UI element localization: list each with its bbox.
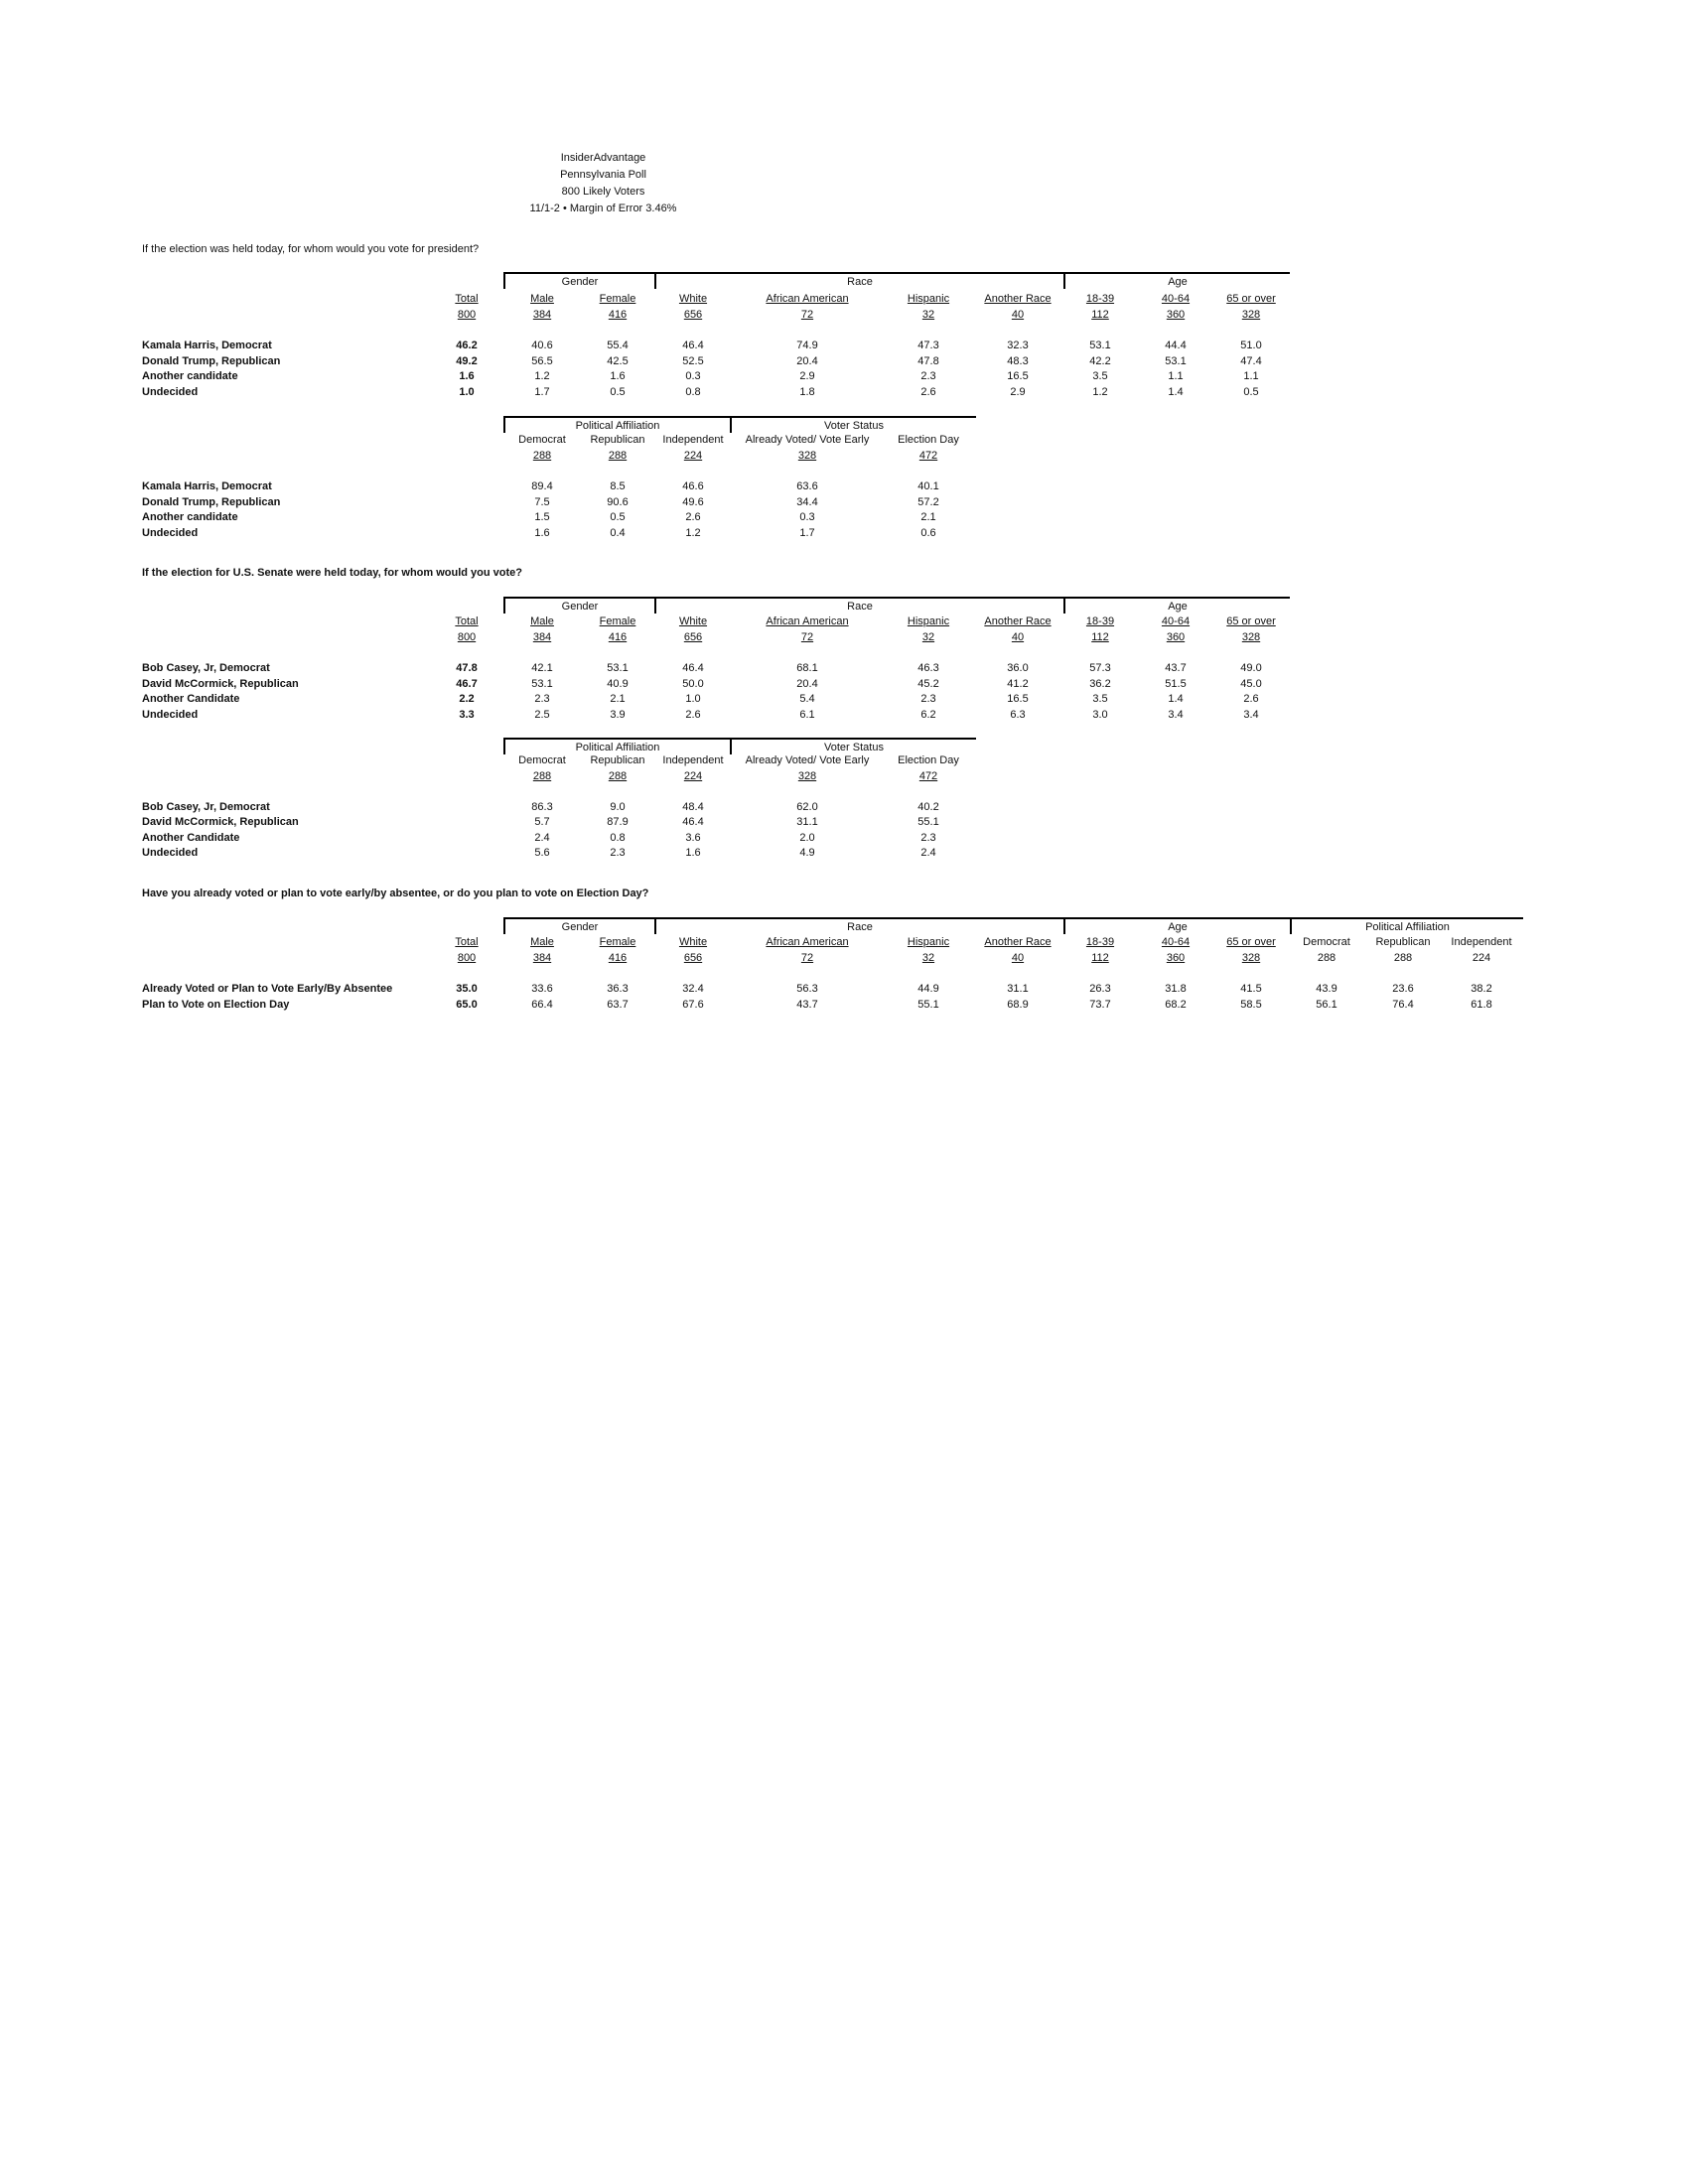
- column-label: Hispanic: [907, 936, 950, 948]
- poll-dates-margin: 11/1-2 • Margin of Error 3.46%: [529, 203, 677, 214]
- group-header: Age: [1063, 272, 1290, 289]
- column-n: 416: [608, 631, 628, 643]
- poll-name: Pennsylvania Poll: [560, 169, 646, 181]
- cell-value: 0.4: [610, 527, 626, 539]
- row-label: Another candidate: [142, 511, 238, 523]
- cell-value: 5.4: [799, 693, 815, 705]
- column-n: 360: [1166, 952, 1186, 964]
- cell-value: 46.4: [682, 662, 704, 674]
- column-n: 416: [608, 309, 628, 321]
- group-header: Gender: [503, 272, 654, 289]
- column-label: Hispanic: [907, 615, 950, 627]
- cell-value: 2.5: [534, 709, 550, 721]
- column-label: Male: [530, 293, 554, 305]
- column-label: African American: [766, 615, 849, 627]
- cell-value: 2.6: [685, 709, 701, 721]
- cell-value: 53.1: [1165, 355, 1187, 367]
- cell-value: 62.0: [796, 801, 818, 813]
- cell-value: 51.5: [1165, 678, 1187, 690]
- column-n: 32: [921, 309, 935, 321]
- cell-value: 20.4: [796, 678, 818, 690]
- cell-value: 0.6: [920, 527, 936, 539]
- group-header: Political Affiliation: [503, 416, 730, 433]
- row-label: Another candidate: [142, 370, 238, 382]
- cell-value: 36.0: [1007, 662, 1029, 674]
- cell-value: 0.5: [610, 386, 626, 398]
- cell-value: 33.6: [531, 983, 553, 995]
- cell-value: 5.7: [534, 816, 550, 828]
- cell-value: 68.2: [1165, 999, 1187, 1011]
- group-header: Gender: [503, 597, 654, 614]
- column-n: 656: [683, 309, 703, 321]
- cell-value: 16.5: [1007, 370, 1029, 382]
- column-label: 65 or over: [1226, 615, 1276, 627]
- cell-value: 1.7: [534, 386, 550, 398]
- cell-value: 63.7: [607, 999, 629, 1011]
- column-n: 40: [1011, 631, 1025, 643]
- cell-value: 55.4: [607, 340, 629, 351]
- cell-value: 36.3: [607, 983, 629, 995]
- cell-value: 90.6: [607, 496, 629, 508]
- group-header: Race: [654, 917, 1063, 934]
- cell-value: 40.9: [607, 678, 629, 690]
- column-n: 800: [457, 952, 477, 964]
- cell-value: 1.6: [534, 527, 550, 539]
- column-n: 384: [532, 952, 552, 964]
- column-label: Total: [455, 293, 479, 305]
- column-label: African American: [766, 936, 849, 948]
- column-label: Democrat: [518, 434, 566, 446]
- cell-value: 55.1: [917, 999, 939, 1011]
- column-label: 18-39: [1085, 293, 1115, 305]
- cell-value: 2.6: [1243, 693, 1259, 705]
- column-label: African American: [766, 293, 849, 305]
- column-n: 472: [918, 450, 938, 462]
- column-n: 288: [608, 450, 628, 462]
- group-header: Voter Status: [730, 738, 976, 754]
- cell-value: 68.9: [1007, 999, 1029, 1011]
- cell-value: 53.1: [607, 662, 629, 674]
- cell-value: 9.0: [610, 801, 626, 813]
- cell-value: 8.5: [610, 480, 626, 492]
- cell-value: 3.6: [685, 832, 701, 844]
- cell-value: 6.1: [799, 709, 815, 721]
- cell-value: 1.7: [799, 527, 815, 539]
- cell-value: 53.1: [531, 678, 553, 690]
- cell-value: 46.6: [682, 480, 704, 492]
- cell-value: 3.0: [1092, 709, 1108, 721]
- row-label: Bob Casey, Jr, Democrat: [142, 662, 270, 674]
- column-n: 32: [921, 952, 935, 964]
- cell-value: 3.3: [459, 709, 475, 721]
- cell-value: 26.3: [1089, 983, 1111, 995]
- row-label: Donald Trump, Republican: [142, 496, 281, 508]
- cell-value: 4.9: [799, 847, 815, 859]
- cell-value: 31.8: [1165, 983, 1187, 995]
- cell-value: 1.4: [1168, 693, 1184, 705]
- cell-value: 45.2: [917, 678, 939, 690]
- cell-value: 2.0: [799, 832, 815, 844]
- cell-value: 43.7: [796, 999, 818, 1011]
- cell-value: 44.4: [1165, 340, 1187, 351]
- column-n: 360: [1166, 309, 1186, 321]
- cell-value: 47.8: [917, 355, 939, 367]
- cell-value: 41.5: [1240, 983, 1262, 995]
- cell-value: 32.4: [682, 983, 704, 995]
- cell-value: 3.9: [610, 709, 626, 721]
- column-label: Another Race: [984, 293, 1052, 305]
- column-n: 72: [800, 952, 814, 964]
- row-label: David McCormick, Republican: [142, 816, 299, 828]
- cell-value: 0.3: [685, 370, 701, 382]
- row-label: Donald Trump, Republican: [142, 355, 281, 367]
- row-label: Plan to Vote on Election Day: [142, 999, 290, 1011]
- group-header: Race: [654, 272, 1063, 289]
- question-text: Have you already voted or plan to vote early/by absentee, or do you plan to vote on Election Day?: [142, 887, 649, 899]
- cell-value: 38.2: [1471, 983, 1492, 995]
- cell-value: 2.1: [610, 693, 626, 705]
- cell-value: 52.5: [682, 355, 704, 367]
- cell-value: 0.8: [685, 386, 701, 398]
- column-n: 328: [1241, 309, 1261, 321]
- cell-value: 41.2: [1007, 678, 1029, 690]
- column-label: White: [678, 293, 708, 305]
- cell-value: 68.1: [796, 662, 818, 674]
- column-label: Already Voted/ Vote Early: [745, 754, 870, 766]
- cell-value: 66.4: [531, 999, 553, 1011]
- cell-value: 20.4: [796, 355, 818, 367]
- cell-value: 40.1: [917, 480, 939, 492]
- column-label: 65 or over: [1226, 293, 1276, 305]
- cell-value: 1.1: [1168, 370, 1184, 382]
- column-n: 288: [1393, 952, 1413, 964]
- cell-value: 47.4: [1240, 355, 1262, 367]
- column-n: 112: [1091, 952, 1109, 964]
- column-n: 288: [608, 770, 628, 782]
- cell-value: 2.2: [459, 693, 475, 705]
- cell-value: 3.5: [1092, 370, 1108, 382]
- cell-value: 5.6: [534, 847, 550, 859]
- group-header: Political Affiliation: [503, 738, 730, 754]
- cell-value: 1.5: [534, 511, 550, 523]
- cell-value: 50.0: [682, 678, 704, 690]
- cell-value: 0.5: [1243, 386, 1259, 398]
- column-n: 224: [1472, 952, 1491, 964]
- cell-value: 48.3: [1007, 355, 1029, 367]
- group-header: Voter Status: [730, 416, 976, 433]
- column-label: 18-39: [1085, 615, 1115, 627]
- sample-size: 800 Likely Voters: [561, 186, 645, 198]
- row-label: Undecided: [142, 847, 199, 859]
- cell-value: 2.4: [534, 832, 550, 844]
- cell-value: 34.4: [796, 496, 818, 508]
- column-label: Republican: [590, 754, 645, 766]
- cell-value: 57.3: [1089, 662, 1111, 674]
- column-label: Male: [530, 615, 554, 627]
- cell-value: 42.5: [607, 355, 629, 367]
- cell-value: 49.0: [1240, 662, 1262, 674]
- cell-value: 6.3: [1010, 709, 1026, 721]
- row-label: Another Candidate: [142, 832, 240, 844]
- column-n: 360: [1166, 631, 1186, 643]
- column-label: 40-64: [1161, 293, 1191, 305]
- cell-value: 46.3: [917, 662, 939, 674]
- column-label: Another Race: [984, 615, 1052, 627]
- cell-value: 58.5: [1240, 999, 1262, 1011]
- cell-value: 57.2: [917, 496, 939, 508]
- column-n: 224: [683, 450, 703, 462]
- cell-value: 2.3: [920, 693, 936, 705]
- cell-value: 46.4: [682, 816, 704, 828]
- cell-value: 2.3: [920, 370, 936, 382]
- column-n: 288: [532, 770, 552, 782]
- cell-value: 31.1: [796, 816, 818, 828]
- cell-value: 61.8: [1471, 999, 1492, 1011]
- cell-value: 46.2: [456, 340, 478, 351]
- column-n: 288: [1317, 952, 1336, 964]
- cell-value: 2.3: [920, 832, 936, 844]
- column-label: Total: [455, 615, 479, 627]
- cell-value: 63.6: [796, 480, 818, 492]
- cell-value: 1.4: [1168, 386, 1184, 398]
- cell-value: 65.0: [456, 999, 478, 1011]
- column-n: 288: [532, 450, 552, 462]
- cell-value: 51.0: [1240, 340, 1262, 351]
- cell-value: 89.4: [531, 480, 553, 492]
- column-label: Female: [599, 936, 636, 948]
- cell-value: 49.2: [456, 355, 478, 367]
- cell-value: 67.6: [682, 999, 704, 1011]
- cell-value: 43.7: [1165, 662, 1187, 674]
- row-label: David McCormick, Republican: [142, 678, 299, 690]
- column-label: Total: [455, 936, 479, 948]
- column-n: 472: [918, 770, 938, 782]
- column-label: 40-64: [1161, 936, 1191, 948]
- row-label: Another Candidate: [142, 693, 240, 705]
- cell-value: 1.8: [799, 386, 815, 398]
- column-n: 328: [797, 770, 817, 782]
- column-label: Male: [530, 936, 554, 948]
- column-label: Democrat: [1303, 936, 1350, 948]
- row-label: Undecided: [142, 386, 199, 398]
- cell-value: 46.4: [682, 340, 704, 351]
- group-header: Political Affiliation: [1290, 917, 1523, 934]
- cell-value: 56.1: [1316, 999, 1337, 1011]
- cell-value: 16.5: [1007, 693, 1029, 705]
- cell-value: 1.2: [1092, 386, 1108, 398]
- cell-value: 31.1: [1007, 983, 1029, 995]
- column-label: 65 or over: [1226, 936, 1276, 948]
- cell-value: 42.1: [531, 662, 553, 674]
- cell-value: 56.5: [531, 355, 553, 367]
- cell-value: 3.4: [1168, 709, 1184, 721]
- column-label: Democrat: [518, 754, 566, 766]
- column-label: Republican: [1375, 936, 1431, 948]
- cell-value: 42.2: [1089, 355, 1111, 367]
- group-header: Race: [654, 597, 1063, 614]
- cell-value: 1.0: [459, 386, 475, 398]
- row-label: Undecided: [142, 709, 199, 721]
- cell-value: 3.5: [1092, 693, 1108, 705]
- column-label: Another Race: [984, 936, 1052, 948]
- cell-value: 7.5: [534, 496, 550, 508]
- cell-value: 2.6: [685, 511, 701, 523]
- column-n: 800: [457, 309, 477, 321]
- cell-value: 53.1: [1089, 340, 1111, 351]
- column-n: 800: [457, 631, 477, 643]
- cell-value: 74.9: [796, 340, 818, 351]
- column-label: Female: [599, 293, 636, 305]
- column-label: Election Day: [898, 754, 959, 766]
- cell-value: 0.8: [610, 832, 626, 844]
- column-label: Independent: [1451, 936, 1512, 948]
- cell-value: 3.4: [1243, 709, 1259, 721]
- column-n: 40: [1011, 952, 1025, 964]
- column-label: Independent: [662, 754, 724, 766]
- cell-value: 1.6: [459, 370, 475, 382]
- column-n: 224: [683, 770, 703, 782]
- question-text: If the election was held today, for whom would you vote for president?: [142, 243, 480, 255]
- column-n: 40: [1011, 309, 1025, 321]
- group-header: Age: [1063, 597, 1290, 614]
- cell-value: 23.6: [1392, 983, 1414, 995]
- cell-value: 1.1: [1243, 370, 1259, 382]
- column-n: 328: [1241, 631, 1261, 643]
- cell-value: 86.3: [531, 801, 553, 813]
- cell-value: 0.3: [799, 511, 815, 523]
- column-label: Already Voted/ Vote Early: [745, 434, 870, 446]
- column-label: White: [678, 615, 708, 627]
- column-n: 656: [683, 631, 703, 643]
- column-label: Independent: [662, 434, 724, 446]
- column-n: 32: [921, 631, 935, 643]
- cell-value: 1.6: [685, 847, 701, 859]
- column-label: Hispanic: [907, 293, 950, 305]
- cell-value: 43.9: [1316, 983, 1337, 995]
- column-n: 416: [608, 952, 628, 964]
- column-label: Republican: [590, 434, 645, 446]
- row-label: Kamala Harris, Democrat: [142, 340, 272, 351]
- cell-value: 36.2: [1089, 678, 1111, 690]
- column-n: 112: [1091, 309, 1109, 321]
- cell-value: 2.1: [920, 511, 936, 523]
- column-label: Election Day: [898, 434, 959, 446]
- cell-value: 2.9: [799, 370, 815, 382]
- cell-value: 0.5: [610, 511, 626, 523]
- cell-value: 55.1: [917, 816, 939, 828]
- org-name: InsiderAdvantage: [560, 152, 646, 164]
- group-header: Gender: [503, 917, 654, 934]
- cell-value: 2.6: [920, 386, 936, 398]
- cell-value: 2.9: [1010, 386, 1026, 398]
- column-n: 72: [800, 309, 814, 321]
- cell-value: 2.4: [920, 847, 936, 859]
- cell-value: 45.0: [1240, 678, 1262, 690]
- cell-value: 40.2: [917, 801, 939, 813]
- cell-value: 1.2: [534, 370, 550, 382]
- cell-value: 2.3: [534, 693, 550, 705]
- question-text: If the election for U.S. Senate were held today, for whom would you vote?: [142, 567, 523, 579]
- row-label: Bob Casey, Jr, Democrat: [142, 801, 270, 813]
- cell-value: 35.0: [456, 983, 478, 995]
- column-n: 328: [1241, 952, 1261, 964]
- row-label: Kamala Harris, Democrat: [142, 480, 272, 492]
- cell-value: 40.6: [531, 340, 553, 351]
- cell-value: 44.9: [917, 983, 939, 995]
- row-label: Undecided: [142, 527, 199, 539]
- cell-value: 6.2: [920, 709, 936, 721]
- cell-value: 56.3: [796, 983, 818, 995]
- cell-value: 87.9: [607, 816, 629, 828]
- cell-value: 76.4: [1392, 999, 1414, 1011]
- cell-value: 73.7: [1089, 999, 1111, 1011]
- cell-value: 1.6: [610, 370, 626, 382]
- column-label: 40-64: [1161, 615, 1191, 627]
- column-n: 112: [1091, 631, 1109, 643]
- cell-value: 2.3: [610, 847, 626, 859]
- column-label: Female: [599, 615, 636, 627]
- cell-value: 48.4: [682, 801, 704, 813]
- column-label: 18-39: [1085, 936, 1115, 948]
- group-header: Age: [1063, 917, 1290, 934]
- cell-value: 47.8: [456, 662, 478, 674]
- row-label: Already Voted or Plan to Vote Early/By Absentee: [142, 983, 393, 995]
- column-n: 328: [797, 450, 817, 462]
- column-n: 384: [532, 631, 552, 643]
- column-n: 656: [683, 952, 703, 964]
- cell-value: 32.3: [1007, 340, 1029, 351]
- column-n: 72: [800, 631, 814, 643]
- cell-value: 47.3: [917, 340, 939, 351]
- cell-value: 49.6: [682, 496, 704, 508]
- cell-value: 1.0: [685, 693, 701, 705]
- column-n: 384: [532, 309, 552, 321]
- cell-value: 1.2: [685, 527, 701, 539]
- column-label: White: [678, 936, 708, 948]
- cell-value: 46.7: [456, 678, 478, 690]
